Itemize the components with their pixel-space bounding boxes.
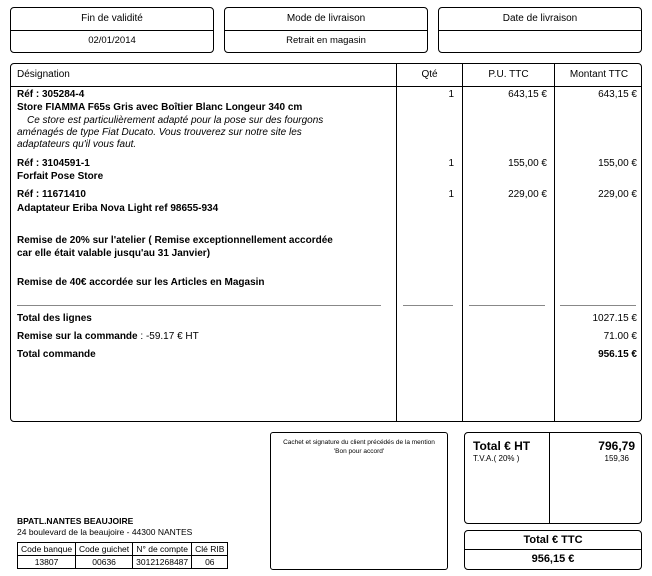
tva-label: T.V.A.( 20% ) xyxy=(473,454,520,463)
bank-value-row xyxy=(18,556,228,569)
bank-value-cell: 00636 xyxy=(76,556,133,569)
bank-header-cell: Code guichet xyxy=(76,543,133,556)
item-ref: Réf : 305284-4 xyxy=(17,89,85,100)
signature-instruction: Cachet et signature du client précédés de la mention xyxy=(283,439,435,446)
bank-value-cell: 06 xyxy=(192,556,228,569)
total-ttc-label: Total € TTC xyxy=(523,534,583,546)
order-discount xyxy=(17,331,199,343)
item-amount: 643,15 € xyxy=(598,89,637,100)
order-total-value: 956.15 € xyxy=(598,349,637,360)
remise-atelier-line: Remise de 20% sur l'atelier ( Remise exceptionnellement accordée xyxy=(17,235,333,246)
total-ht-value: 796,79 xyxy=(598,439,635,453)
total-ht-label: Total € HT xyxy=(473,439,531,453)
order-discount-label: Remise sur la commande xyxy=(17,331,138,342)
delivery-date-value xyxy=(439,31,641,51)
delivery-mode-box xyxy=(224,7,428,53)
bank-header-cell: Clé RIB xyxy=(192,543,228,556)
item-name: Forfait Pose Store xyxy=(17,171,104,182)
item-description: Ce store est particulièrement adapté pour la pose sur des fourgons xyxy=(27,115,324,126)
item-qty: 1 xyxy=(448,89,454,100)
col-header-designation: Désignation xyxy=(17,69,70,80)
bank-header-cell: N° de compte xyxy=(133,543,192,556)
ttc-divider xyxy=(465,549,641,550)
table-header-divider xyxy=(11,86,641,87)
bank-header-row xyxy=(18,543,228,556)
bank-value-cell: 30121268487 xyxy=(133,556,192,569)
col-divider-amount xyxy=(554,64,555,421)
total-lines-value: 1027.15 € xyxy=(592,313,637,324)
item-unit-price: 643,15 € xyxy=(508,89,547,100)
item-ref: Réf : 3104591-1 xyxy=(17,158,90,169)
separator-line xyxy=(469,305,545,306)
order-discount-value: 71.00 € xyxy=(603,331,637,342)
delivery-date-label: Date de livraison xyxy=(439,8,641,31)
item-amount: 155,00 € xyxy=(598,158,637,169)
item-name: Store FIAMMA F65s Gris avec Boîtier Blanc Longeur 340 cm xyxy=(17,102,303,113)
delivery-mode-label: Mode de livraison xyxy=(225,8,427,31)
col-header-unit-price: P.U. TTC xyxy=(488,69,529,80)
total-lines-label: Total des lignes xyxy=(17,313,92,324)
totals-divider xyxy=(549,433,550,523)
item-description: adaptateurs qu'il vous faut. xyxy=(17,139,137,150)
delivery-date-box xyxy=(438,7,642,53)
col-header-qty: Qté xyxy=(421,69,438,80)
totals-ht-box xyxy=(464,432,642,524)
delivery-mode-value: Retrait en magasin xyxy=(286,35,366,46)
separator-line xyxy=(17,305,381,306)
order-discount-detail: : -59.17 € HT xyxy=(137,331,199,342)
validity-box xyxy=(10,7,214,53)
order-total-label: Total commande xyxy=(17,349,96,360)
item-unit-price: 229,00 € xyxy=(508,189,547,200)
total-ttc-value: 956,15 € xyxy=(531,553,575,565)
signature-mention: 'Bon pour accord' xyxy=(333,448,385,455)
col-divider-unit xyxy=(462,64,463,421)
item-ref: Réf : 11671410 xyxy=(17,189,86,200)
bank-header-cell: Code banque xyxy=(18,543,76,556)
remise-atelier-line: car elle était valable jusqu'au 31 Janvier) xyxy=(17,248,211,259)
separator-line xyxy=(403,305,453,306)
item-qty: 1 xyxy=(448,189,454,200)
validity-value: 02/01/2014 xyxy=(88,35,136,46)
item-unit-price: 155,00 € xyxy=(508,158,547,169)
totals-ttc-box xyxy=(464,530,642,570)
bank-details-table xyxy=(17,542,228,569)
separator-line xyxy=(560,305,636,306)
validity-label: Fin de validité xyxy=(11,8,213,31)
items-table xyxy=(10,63,642,422)
signature-box xyxy=(270,432,448,570)
tva-value: 159,36 xyxy=(604,454,629,463)
col-header-amount: Montant TTC xyxy=(569,69,629,80)
item-qty: 1 xyxy=(448,158,454,169)
bank-address: 24 boulevard de la beaujoire - 44300 NANTES xyxy=(17,527,193,537)
remise-magasin-line: Remise de 40€ accordée sur les Articles en Magasin xyxy=(17,277,265,288)
item-name: Adaptateur Eriba Nova Light ref 98655-934 xyxy=(17,203,219,214)
bank-name: BPATL.NANTES BEAUJOIRE xyxy=(17,516,134,526)
bank-value-cell: 13807 xyxy=(18,556,76,569)
col-divider-qty xyxy=(396,64,397,421)
item-amount: 229,00 € xyxy=(598,189,637,200)
item-description: aménagés de type Fiat Ducato. Vous trouverez sur notre site les xyxy=(17,127,302,138)
